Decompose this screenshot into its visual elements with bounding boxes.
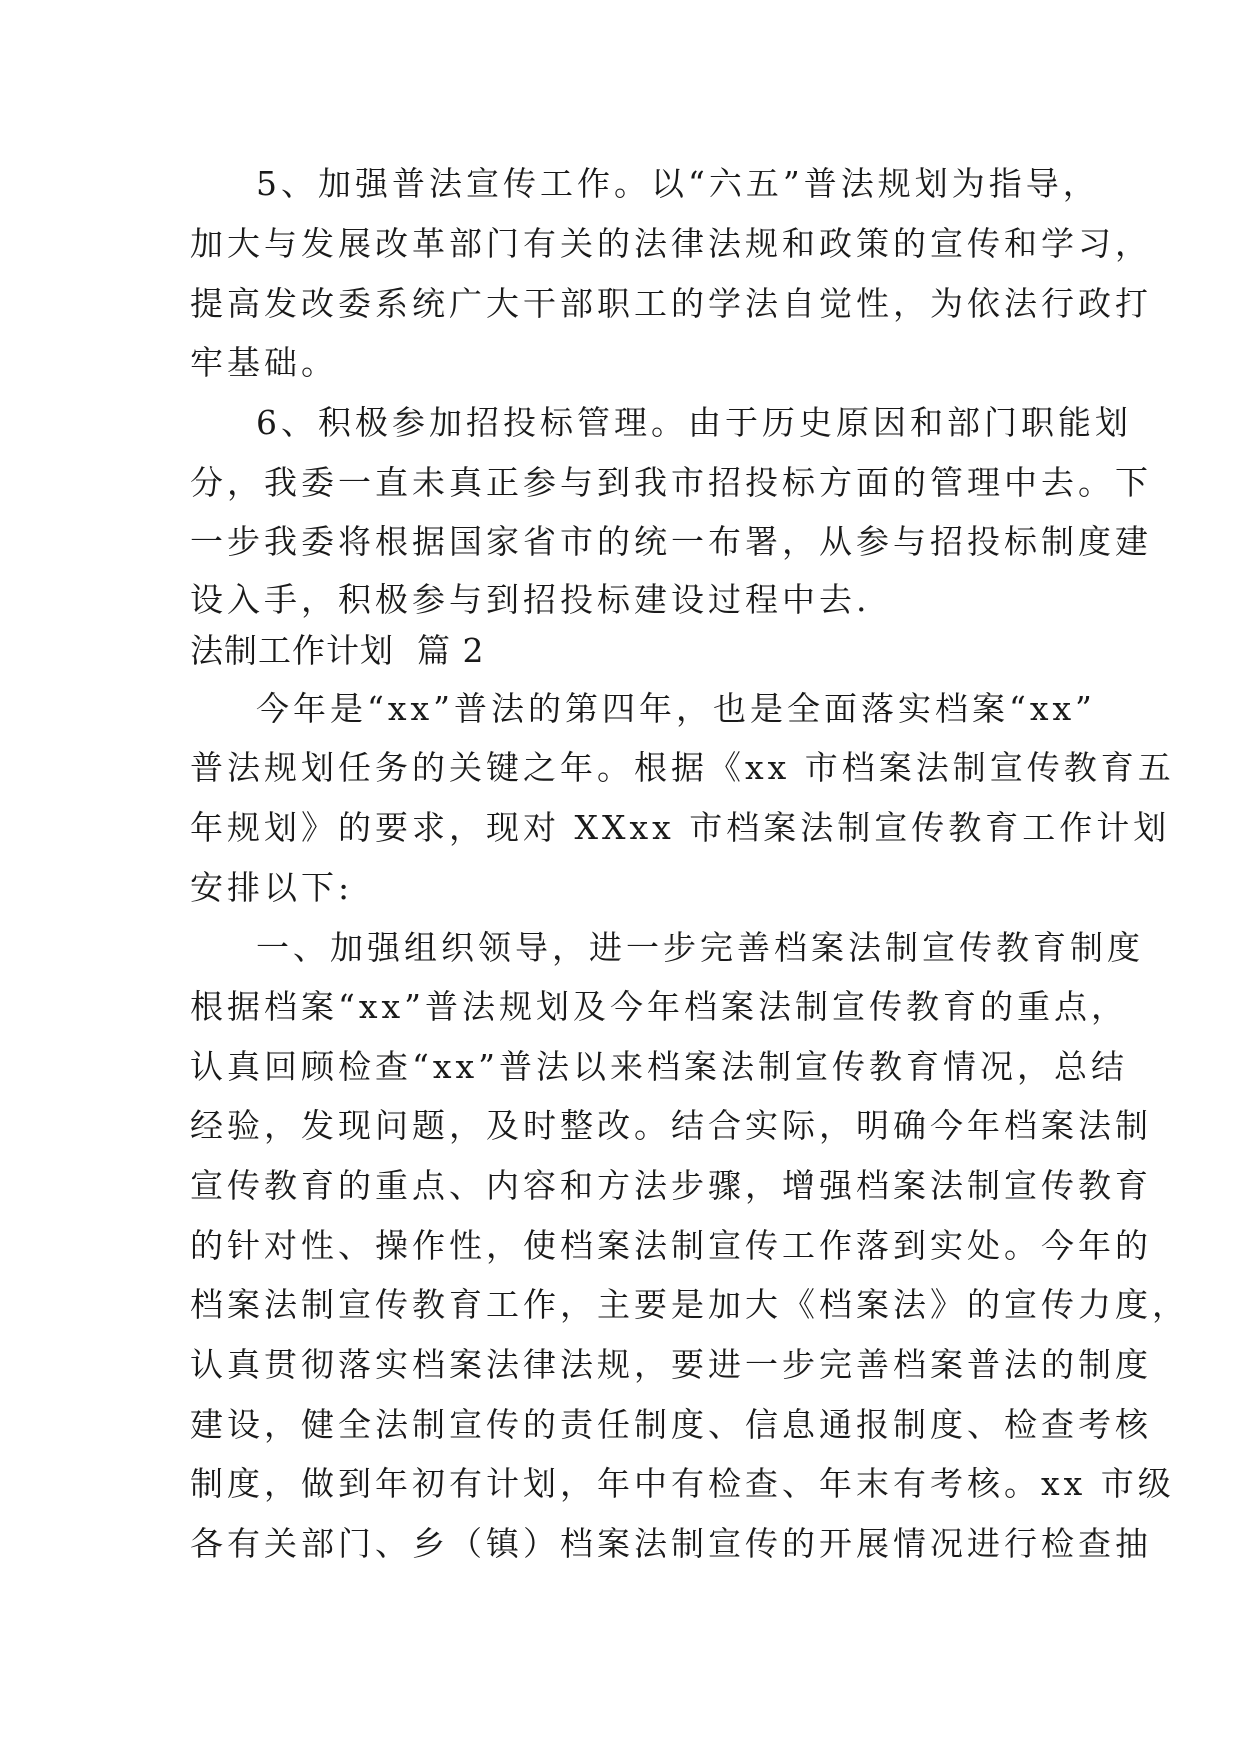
paragraph-5-line-2: 加大与发展改革部门有关的法律法规和政策的宣传和学习， bbox=[190, 224, 1152, 263]
paragraph-6-line-1: 6、积极参加招投标管理。由于历史原因和部门职能划 bbox=[256, 403, 1132, 442]
paragraph-5-line-3: 提高发改委系统广大干部职工的学法自觉性，为依法行政打 bbox=[190, 284, 1152, 323]
item-1-line-5: 宣传教育的重点、内容和方法步骤，增强档案法制宣传教育 bbox=[190, 1166, 1152, 1205]
item-1-line-2: 根据档案“xx”普法规划及今年档案法制宣传教育的重点， bbox=[190, 987, 1128, 1026]
intro-line-3: 年规划》的要求，现对 XXxx 市档案法制宣传教育工作计划 bbox=[190, 808, 1171, 847]
item-1-line-4: 经验，发现问题，及时整改。结合实际，明确今年档案法制 bbox=[190, 1106, 1152, 1145]
item-1-line-8: 认真贯彻落实档案法律法规，要进一步完善档案普法的制度 bbox=[190, 1345, 1152, 1384]
paragraph-6-line-4: 设入手，积极参与到招投标建设过程中去. bbox=[190, 580, 871, 619]
intro-line-1: 今年是“xx”普法的第四年，也是全面落实档案“xx” bbox=[256, 689, 1096, 728]
section-heading: 法制工作计划 篇 2 bbox=[190, 631, 485, 670]
item-1-line-3: 认真回顾检查“xx”普法以来档案法制宣传教育情况，总结 bbox=[190, 1047, 1128, 1086]
item-1-line-7: 档案法制宣传教育工作，主要是加大《档案法》的宣传力度， bbox=[190, 1285, 1189, 1324]
paragraph-5-line-1: 5、加强普法宣传工作。以“六五”普法规划为指导， bbox=[256, 164, 1100, 203]
item-1-line-9: 建设，健全法制宣传的责任制度、信息通报制度、检查考核 bbox=[190, 1405, 1152, 1444]
item-1-line-6: 的针对性、操作性，使档案法制宣传工作落到实处。今年的 bbox=[190, 1226, 1152, 1265]
paragraph-5-line-4: 牢基础。 bbox=[190, 343, 338, 382]
paragraph-6-line-2: 分，我委一直未真正参与到我市招投标方面的管理中去。下 bbox=[190, 463, 1152, 502]
intro-line-2: 普法规划任务的关键之年。根据《xx 市档案法制宣传教育五 bbox=[190, 748, 1175, 787]
item-1-line-1: 一、加强组织领导，进一步完善档案法制宣传教育制度 bbox=[256, 928, 1144, 967]
item-1-line-11: 各有关部门、乡（镇）档案法制宣传的开展情况进行检查抽 bbox=[190, 1524, 1152, 1563]
intro-line-4: 安排以下: bbox=[190, 868, 354, 907]
item-1-line-10: 制度，做到年初有计划，年中有检查、年末有考核。xx 市级 bbox=[190, 1464, 1175, 1503]
paragraph-6-line-3: 一步我委将根据国家省市的统一布署，从参与招投标制度建 bbox=[190, 522, 1152, 561]
